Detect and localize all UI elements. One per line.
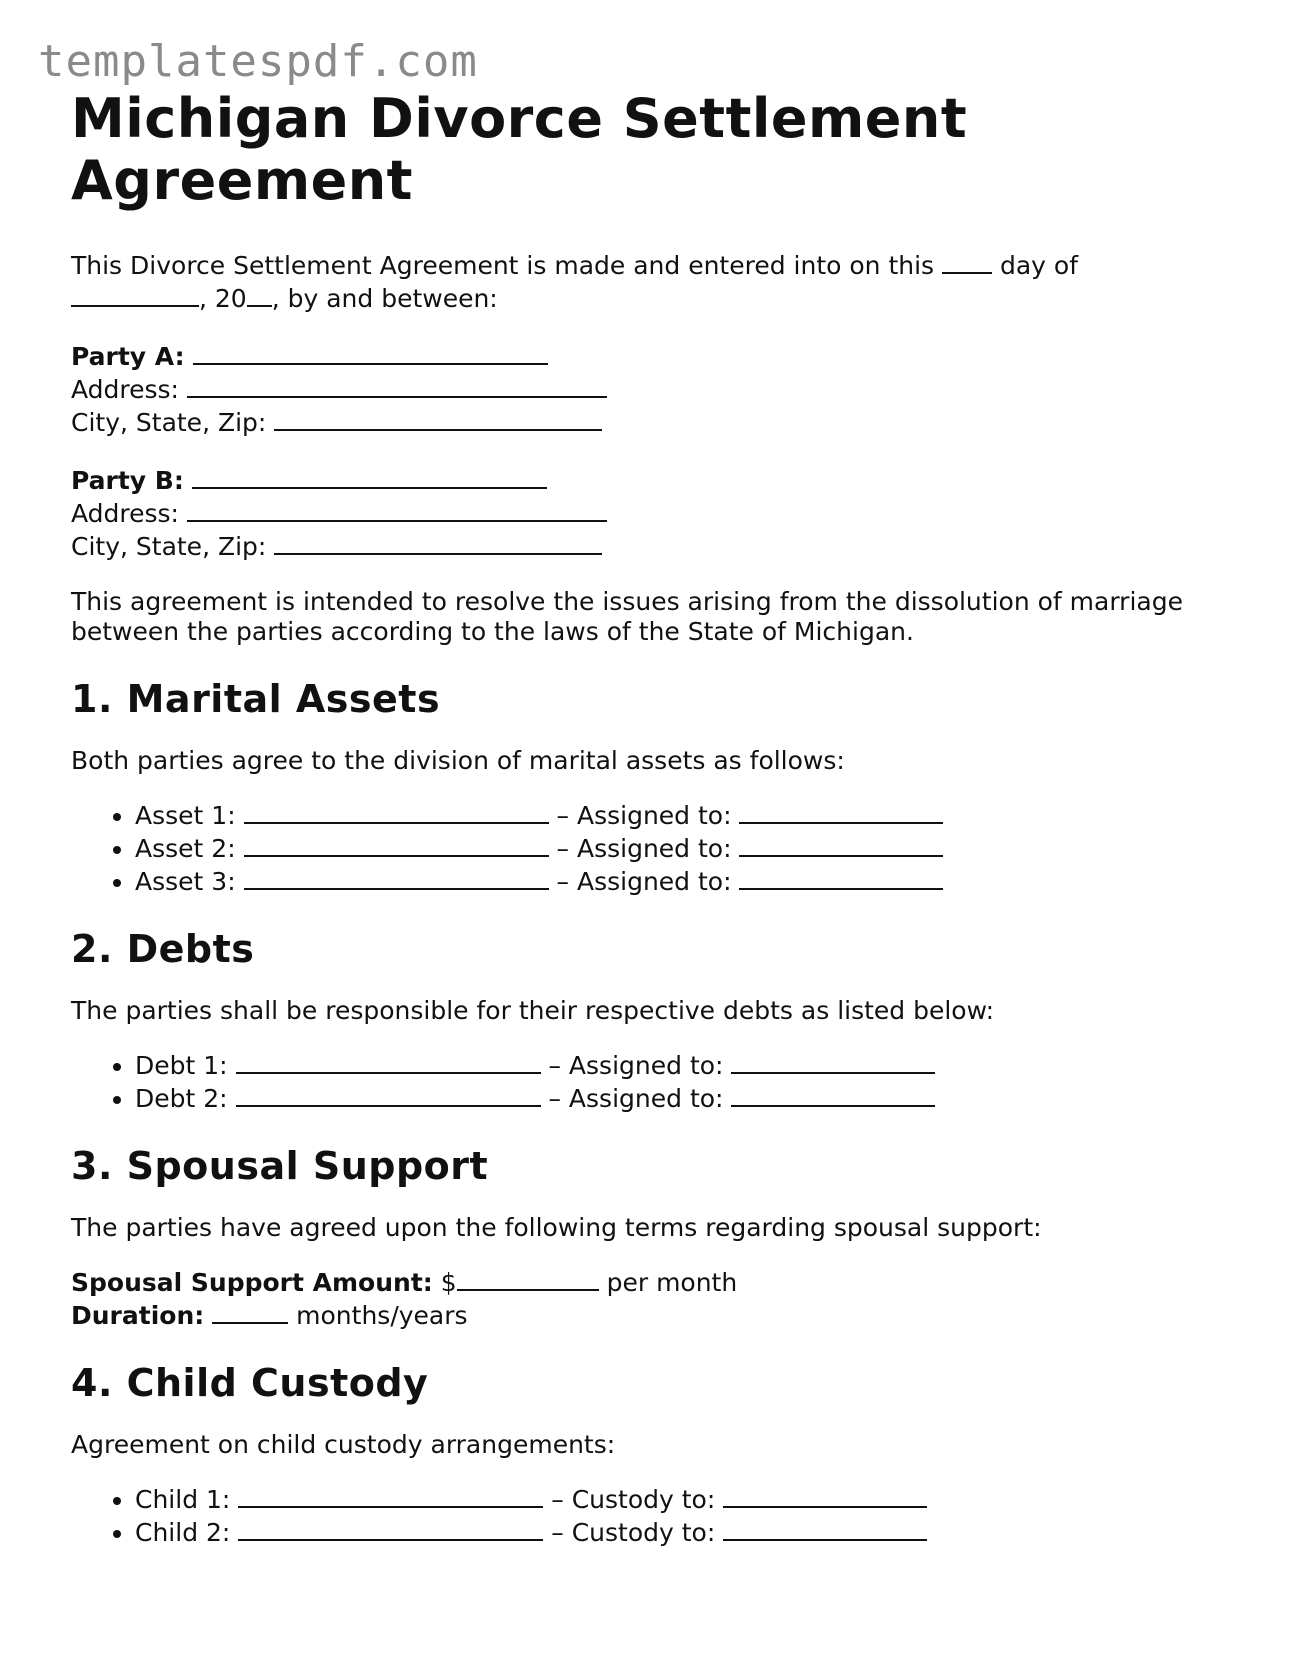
party-a-address-blank[interactable] [187, 372, 607, 398]
party-b-csz-blank[interactable] [274, 529, 602, 555]
support-text: The parties have agreed upon the following terms regarding spousal support: [71, 1213, 1042, 1242]
section-heading-support: 3. Spousal Support [71, 1144, 489, 1188]
party-a-csz-label: City, State, Zip: [71, 408, 267, 437]
party-b-address-blank[interactable] [187, 496, 607, 522]
intro-paragraph [71, 248, 1221, 314]
assigned-blank[interactable] [731, 1048, 935, 1074]
asset-label: Asset 1: [135, 801, 236, 830]
section-heading-assets: 1. Marital Assets [71, 677, 441, 721]
duration-label: Duration: [71, 1301, 205, 1330]
list-item [135, 1515, 1221, 1548]
purpose-paragraph: This agreement is intended to resolve the issues arising from the dissolution of marriage between the parties according to the laws of the State of Michigan. [71, 587, 1183, 646]
custody-list [71, 1482, 1221, 1548]
watermark: templatespdf.com [38, 36, 478, 87]
section-heading-debts: 2. Debts [71, 927, 255, 971]
custody-blank[interactable] [723, 1482, 927, 1508]
debt-label: Debt 2: [135, 1084, 228, 1113]
year-blank[interactable] [247, 281, 272, 307]
intro-text-3: , 20 [199, 284, 247, 313]
assets-text: Both parties agree to the division of marital assets as follows: [71, 746, 845, 775]
custody-label: – Custody to: [551, 1485, 716, 1514]
assigned-label: – Assigned to: [548, 1084, 724, 1113]
party-b-name-blank[interactable] [192, 463, 547, 489]
day-blank[interactable] [942, 248, 992, 274]
asset-label: Asset 2: [135, 834, 236, 863]
party-a-block [71, 339, 1221, 438]
assets-list [71, 798, 1221, 897]
intro-text-2: day of [999, 251, 1078, 280]
debt-blank[interactable] [236, 1048, 541, 1074]
debt-label: Debt 1: [135, 1051, 228, 1080]
party-b-label: Party B: [71, 466, 184, 495]
party-b-csz-label: City, State, Zip: [71, 532, 267, 561]
party-a-name-blank[interactable] [193, 339, 548, 365]
list-item [135, 831, 1221, 864]
party-b-address-label: Address: [71, 499, 179, 528]
support-amount-label: Spousal Support Amount: [71, 1268, 433, 1297]
asset-blank[interactable] [244, 798, 549, 824]
section-debts [71, 927, 1221, 1114]
party-a-label: Party A: [71, 342, 185, 371]
section-heading-custody: 4. Child Custody [71, 1361, 429, 1405]
debt-blank[interactable] [236, 1081, 541, 1107]
assigned-blank[interactable] [739, 864, 943, 890]
month-blank[interactable] [71, 281, 199, 307]
child-blank[interactable] [238, 1482, 543, 1508]
intro-text-1: This Divorce Settlement Agreement is made and entered into on this [71, 251, 935, 280]
party-b-block [71, 463, 1221, 562]
assigned-label: – Assigned to: [556, 834, 732, 863]
section-child-custody [71, 1361, 1221, 1548]
child-label: Child 2: [135, 1518, 231, 1547]
document-title: Michigan Divorce Settlement Agreement [71, 87, 968, 212]
assigned-label: – Assigned to: [548, 1051, 724, 1080]
custody-label: – Custody to: [551, 1518, 716, 1547]
custody-blank[interactable] [723, 1515, 927, 1541]
months-years-text: months/years [296, 1301, 468, 1330]
debts-list [71, 1048, 1221, 1114]
assigned-label: – Assigned to: [556, 867, 732, 896]
assigned-label: – Assigned to: [556, 801, 732, 830]
asset-blank[interactable] [244, 831, 549, 857]
list-item [135, 1048, 1221, 1081]
duration-blank[interactable] [212, 1298, 288, 1324]
support-amount-blank[interactable] [457, 1265, 599, 1291]
section-spousal-support [71, 1144, 1221, 1331]
document-page [71, 88, 1221, 1548]
list-item [135, 1081, 1221, 1114]
child-blank[interactable] [238, 1515, 543, 1541]
per-month-text: per month [606, 1268, 738, 1297]
party-a-csz-blank[interactable] [274, 405, 602, 431]
custody-text: Agreement on child custody arrangements: [71, 1430, 616, 1459]
list-item [135, 798, 1221, 831]
asset-blank[interactable] [244, 864, 549, 890]
debts-text: The parties shall be responsible for their respective debts as listed below: [71, 996, 995, 1025]
assigned-blank[interactable] [731, 1081, 935, 1107]
child-label: Child 1: [135, 1485, 231, 1514]
assigned-blank[interactable] [739, 798, 943, 824]
party-a-address-label: Address: [71, 375, 179, 404]
intro-text-4: , by and between: [271, 284, 498, 313]
section-marital-assets [71, 677, 1221, 897]
assigned-blank[interactable] [739, 831, 943, 857]
list-item [135, 1482, 1221, 1515]
dollar-sign: $ [440, 1268, 457, 1297]
asset-label: Asset 3: [135, 867, 236, 896]
list-item [135, 864, 1221, 897]
